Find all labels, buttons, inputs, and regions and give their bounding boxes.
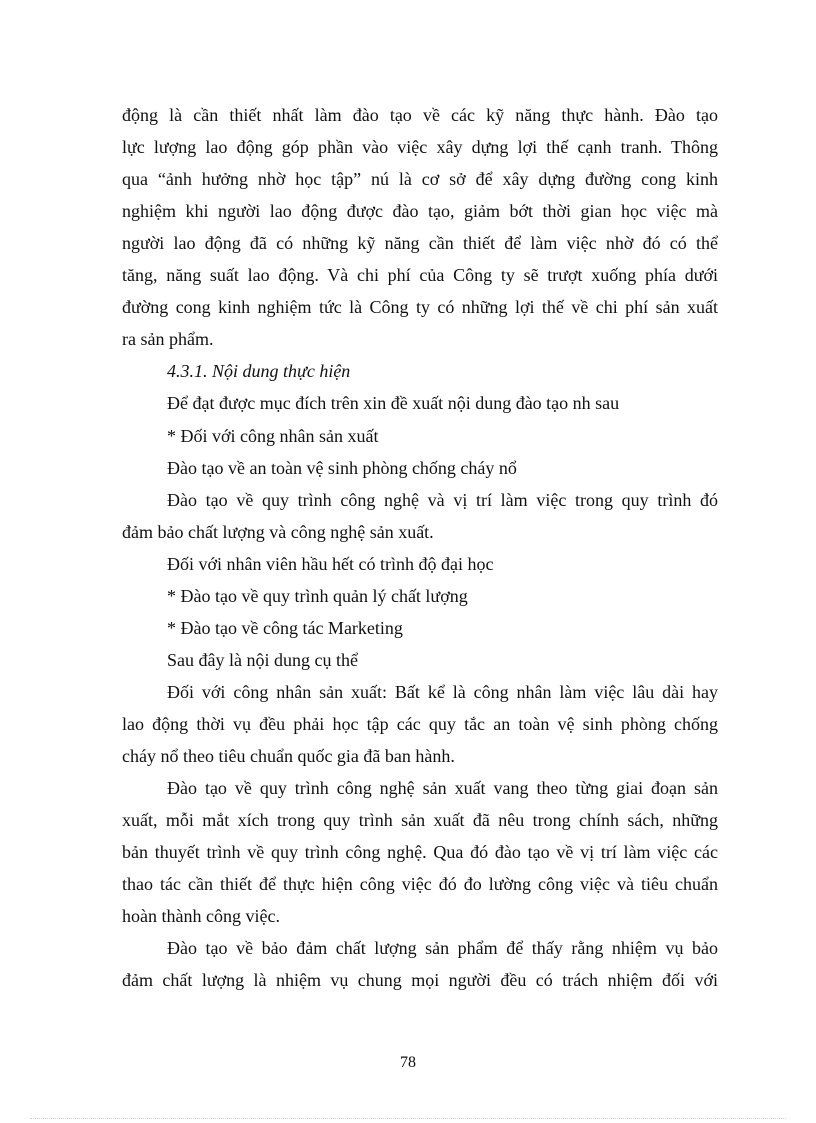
- section-heading: 4.3.1. Nội dung thực hiện: [167, 361, 351, 381]
- text-line: tăng, năng suất lao động. Và chi phí của Công ty sẽ trượt xuống phía dưới: [122, 265, 718, 285]
- text-line: thao tác cần thiết để thực hiện công việc đó đo lường công việc và tiêu chuẩn: [122, 874, 718, 894]
- text-line: * Đào tạo về quy trình quản lý chất lượng: [167, 586, 468, 606]
- text-line: Đào tạo về bảo đảm chất lượng sản phẩm để thấy rằng nhiệm vụ bảo: [167, 938, 718, 958]
- text-line: cháy nổ theo tiêu chuẩn quốc gia đã ban hành.: [122, 746, 455, 766]
- text-line: Sau đây là nội dung cụ thể: [167, 650, 358, 670]
- text-line: bản thuyết trình về quy trình công nghệ. Qua đó đào tạo về vị trí làm việc các: [122, 842, 718, 862]
- text-line: qua “ảnh hưởng nhờ học tập” nú là cơ sở để xây dựng đường cong kinh: [122, 169, 718, 189]
- text-line: đảm bảo chất lượng và công nghệ sản xuất.: [122, 522, 434, 542]
- text-line: Đối với công nhân sản xuất: Bất kể là công nhân làm việc lâu dài hay: [167, 682, 718, 702]
- text-line: đảm chất lượng là nhiệm vụ chung mọi người đều có trách nhiệm đối với: [122, 970, 718, 990]
- text-line: động là cần thiết nhất làm đào tạo về các kỹ năng thực hành. Đào tạo: [122, 105, 718, 125]
- text-line: ra sản phẩm.: [122, 329, 214, 349]
- page-number: 78: [400, 1054, 416, 1071]
- text-line: nghiệm khi người lao động được đào tạo, giảm bớt thời gian học việc mà: [122, 201, 718, 221]
- text-line: xuất, mỗi mắt xích trong quy trình sản xuất đã nêu trong chính sách, những: [122, 810, 718, 830]
- text-line: người lao động đã có những kỹ năng cần thiết để làm việc nhờ đó có thể: [122, 233, 718, 253]
- text-line: lao động thời vụ đều phải học tập các quy tắc an toàn vệ sinh phòng chống: [122, 714, 718, 734]
- text-line: đường cong kinh nghiệm tức là Công ty có những lợi thế về chi phí sản xuất: [122, 297, 718, 317]
- text-line: Đào tạo về an toàn vệ sinh phòng chống cháy nổ: [167, 458, 517, 478]
- text-line: Đối với nhân viên hầu hết có trình độ đại học: [167, 554, 494, 574]
- text-line: hoàn thành công việc.: [122, 906, 280, 926]
- text-line: Đào tạo về quy trình công nghệ và vị trí làm việc trong quy trình đó: [167, 490, 718, 510]
- text-line: Để đạt được mục đích trên xin đề xuất nội dung đào tạo nh sau: [167, 393, 620, 413]
- text-line: * Đối với công nhân sản xuất: [167, 426, 379, 446]
- text-line: * Đào tạo về công tác Marketing: [167, 618, 403, 638]
- text-line: lực lượng lao động góp phần vào việc xây dựng lợi thế cạnh tranh. Thông: [122, 137, 718, 157]
- page-bottom-divider: [30, 1118, 786, 1119]
- text-line: Đào tạo về quy trình công nghệ sản xuất vang theo từng giai đoạn sản: [167, 778, 718, 798]
